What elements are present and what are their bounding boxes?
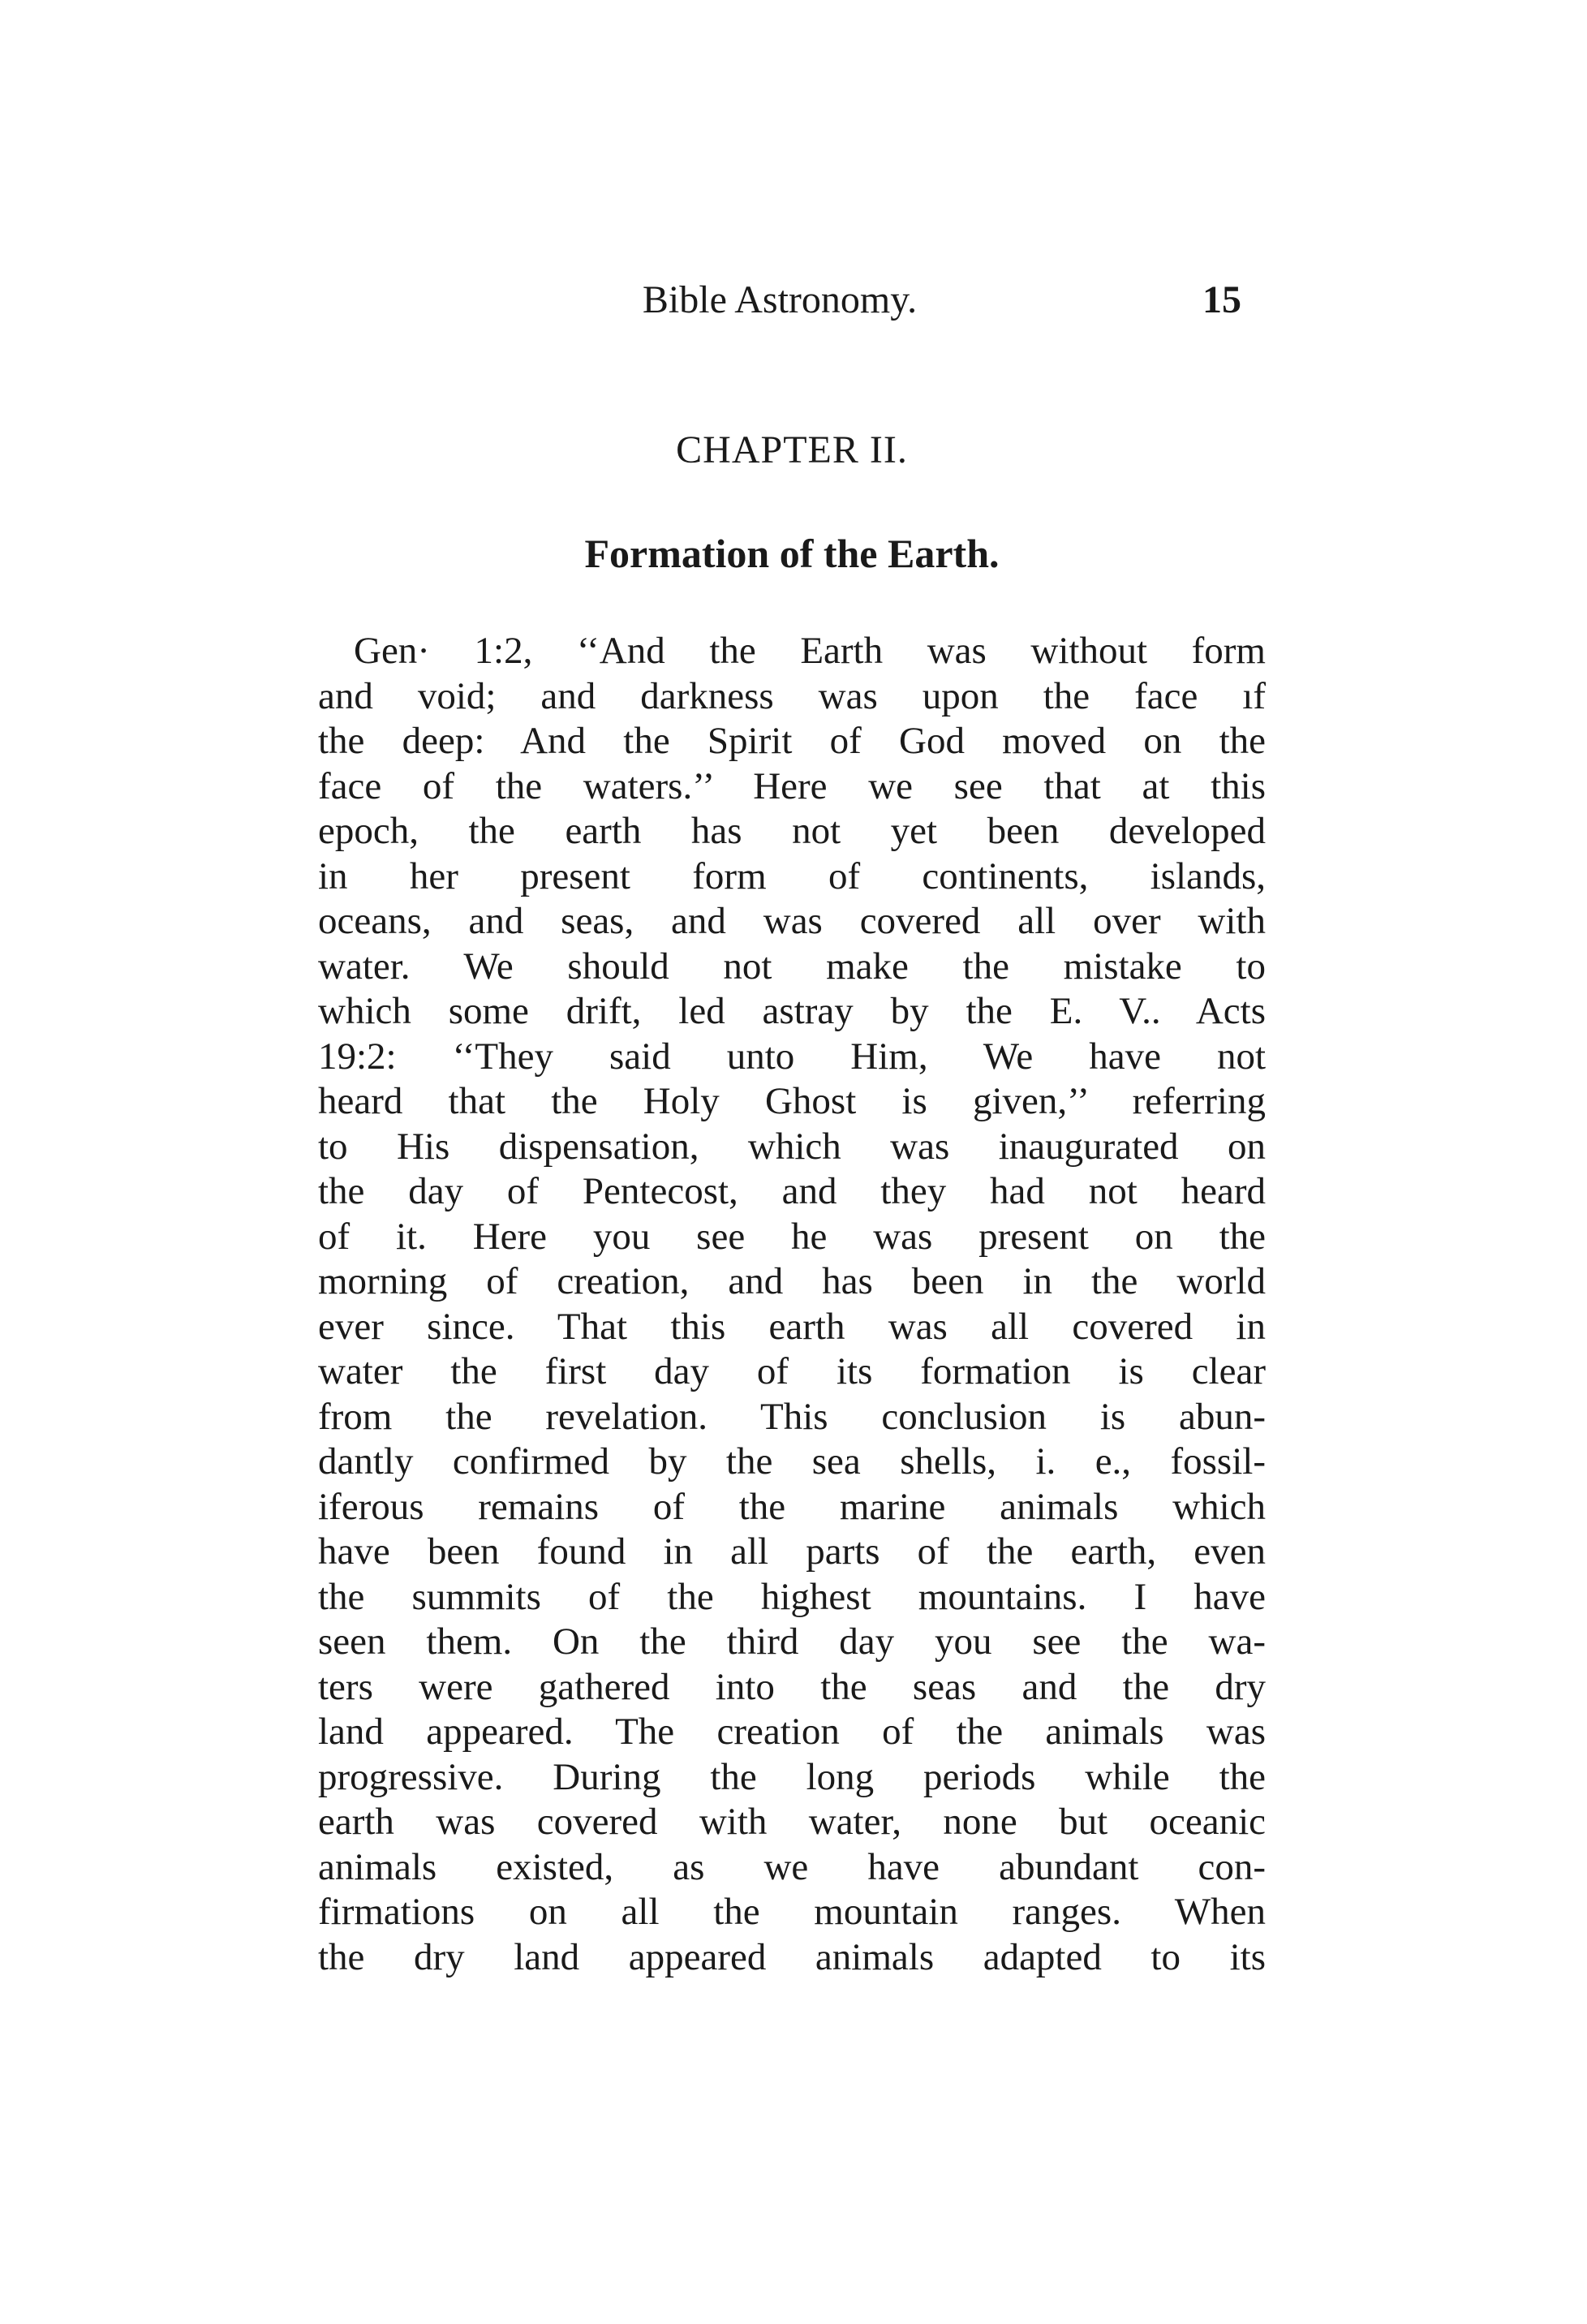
text-line: land appeared. The creation of the animals was (318, 1711, 1266, 1753)
text-line: the deep: And the Spirit of God moved on the (318, 720, 1266, 762)
text-line: ters were gathered into the seas and the dry (318, 1665, 1266, 1708)
text-line: the dry land appeared animals adapted to its (318, 1935, 1266, 1978)
text-line: firmations on all the mountain ranges. When (318, 1891, 1266, 1933)
text-line: 19:2: ‘‘They said unto Him, We have not (318, 1035, 1266, 1078)
text-line: epoch, the earth has not yet been developed (318, 810, 1266, 852)
text-line: have been found in all parts of the earth, even (318, 1530, 1266, 1573)
text-line: animals existed, as we have abundant con- (318, 1845, 1266, 1888)
text-line: seen them. On the third day you see the wa- (318, 1620, 1266, 1663)
body-paragraph (318, 629, 1266, 1980)
text-line: water. We should not make the mistake to (318, 945, 1266, 988)
text-line: Gen· 1:2, ‘‘And the Earth was without form (354, 630, 1266, 672)
section-title: Formation of the Earth. (584, 531, 1000, 576)
text-line: the day of Pentecost, and they had not heard (318, 1170, 1266, 1212)
text-line: face of the waters.’’ Here we see that at this (318, 764, 1266, 807)
text-line: iferous remains of the marine animals which (318, 1485, 1266, 1528)
text-line: dantly confirmed by the sea shells, i. e., fossil- (318, 1440, 1266, 1483)
text-line: which some drift, led astray by the E. V.. Acts (318, 990, 1266, 1032)
text-line: from the revelation. This conclusion is abun- (318, 1395, 1266, 1438)
text-line: of it. Here you see he was present on the (318, 1215, 1266, 1258)
running-head-title: Bible Astronomy. (642, 278, 918, 321)
text-line: water the first day of its formation is clear (318, 1350, 1266, 1392)
text-line: earth was covered with water, none but oceanic (318, 1801, 1266, 1843)
page-number: 15 (1202, 278, 1241, 321)
text-line: in her present form of continents, islands, (318, 854, 1266, 897)
text-line: and void; and darkness was upon the face ıf (318, 674, 1266, 717)
text-line: the summits of the highest mountains. I have (318, 1575, 1266, 1618)
text-line: ever since. That this earth was all covered in (318, 1305, 1266, 1348)
text-line: progressive. During the long periods while the (318, 1755, 1266, 1798)
running-head (318, 276, 1241, 325)
text-line: to His dispensation, which was inaugurated on (318, 1125, 1266, 1168)
text-line: morning of creation, and has been in the world (318, 1260, 1266, 1302)
text-line: heard that the Holy Ghost is given,’’ referring (318, 1080, 1266, 1122)
chapter-heading: CHAPTER II. (676, 428, 908, 471)
text-line: oceans, and seas, and was covered all over with (318, 900, 1266, 942)
